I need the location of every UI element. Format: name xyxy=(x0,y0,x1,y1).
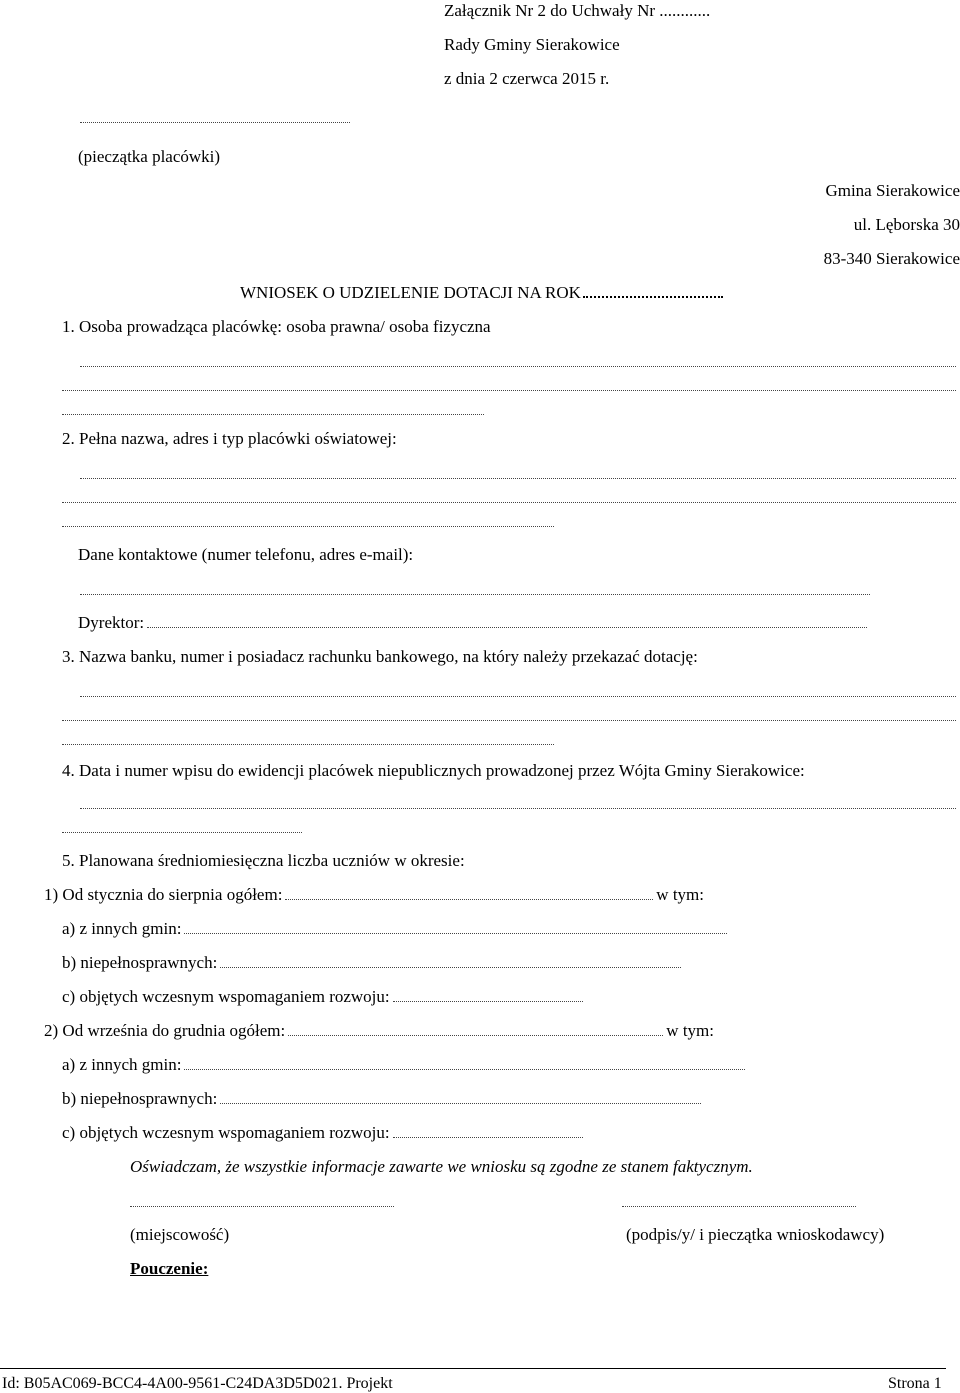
address-line-1: Gmina Sierakowice xyxy=(825,181,960,200)
stamp-label: (pieczątka placówki) xyxy=(78,147,221,166)
period-2-in-that: w tym: xyxy=(666,1021,714,1040)
contact-fill[interactable] xyxy=(80,594,870,595)
section-2-heading: 2. Pełna nazwa, adres i typ placówki oświatowej: xyxy=(62,429,397,448)
footer-rule xyxy=(0,1368,946,1369)
director-label: Dyrektor: xyxy=(78,613,145,632)
section-2-fill-2[interactable] xyxy=(62,502,956,503)
period-1-b-row xyxy=(62,954,684,971)
section-1-fill-3[interactable] xyxy=(62,414,484,415)
period-2-b-row xyxy=(62,1090,704,1107)
footer-id: Id: B05AC069-BCC4-4A00-9561-C24DA3D5D021. Projekt xyxy=(2,1375,393,1392)
declaration: Oświadczam, że wszystkie informacje zawarte we wniosku są zgodne ze stanem faktycznym. xyxy=(130,1157,753,1176)
period-1-row xyxy=(44,886,704,903)
stamp-fill-line xyxy=(80,122,350,123)
section-3-fill-3[interactable] xyxy=(62,744,554,745)
period-2-c-row xyxy=(62,1124,586,1141)
period-1-c-row xyxy=(62,988,586,1005)
period-2-row xyxy=(44,1022,714,1039)
header-line-3: z dnia 2 czerwca 2015 r. xyxy=(444,69,610,88)
period-1-a-row xyxy=(62,920,730,937)
period-2-label: 2) Od września do grudnia ogółem: xyxy=(44,1021,286,1040)
period-2-a-row xyxy=(62,1056,748,1073)
section-1-fill-2[interactable] xyxy=(62,390,956,391)
period-2-b-fill[interactable] xyxy=(220,1103,701,1104)
period-1-in-that: w tym: xyxy=(656,885,704,904)
footer-page: Strona 1 xyxy=(888,1375,942,1392)
form-title xyxy=(240,284,723,301)
section-4-fill-1[interactable] xyxy=(80,808,956,809)
section-3-heading: 3. Nazwa banku, numer i posiadacz rachunku bankowego, na który należy przekazać dotację: xyxy=(62,647,698,666)
period-2-a-fill[interactable] xyxy=(184,1069,745,1070)
section-2-fill-3[interactable] xyxy=(62,526,554,527)
director-fill[interactable] xyxy=(147,627,867,628)
period-1-b-label: b) niepełnosprawnych: xyxy=(62,953,218,972)
period-2-a-label: a) z innych gmin: xyxy=(62,1055,182,1074)
year-fill xyxy=(583,296,723,298)
period-1-total-fill[interactable] xyxy=(285,899,653,900)
period-2-total-fill[interactable] xyxy=(288,1035,663,1036)
period-2-c-fill[interactable] xyxy=(393,1137,583,1138)
instruction-heading: Pouczenie: xyxy=(130,1259,209,1278)
contact-label: Dane kontaktowe (numer telefonu, adres e-mail): xyxy=(78,545,414,564)
section-2-fill-1[interactable] xyxy=(80,478,956,479)
section-1-heading: 1. Osoba prowadząca placówkę: osoba prawna/ osoba fizyczna xyxy=(62,317,491,336)
signature-fill[interactable] xyxy=(622,1206,856,1207)
address-line-3: 83-340 Sierakowice xyxy=(823,249,960,268)
director-row xyxy=(78,614,870,631)
period-2-b-label: b) niepełnosprawnych: xyxy=(62,1089,218,1108)
period-1-a-label: a) z innych gmin: xyxy=(62,919,182,938)
period-1-label: 1) Od stycznia do sierpnia ogółem: xyxy=(44,885,283,904)
place-fill[interactable] xyxy=(130,1206,394,1207)
section-4-heading: 4. Data i numer wpisu do ewidencji placówek niepublicznych prowadzonej przez Wójta Gminy Sierakowice: xyxy=(62,761,805,780)
section-5-heading: 5. Planowana średniomiesięczna liczba uczniów w okresie: xyxy=(62,851,465,870)
address-line-2: ul. Lęborska 30 xyxy=(853,215,960,234)
header-line-1: Załącznik Nr 2 do Uchwały Nr ............ xyxy=(444,1,711,20)
signature-label: (podpis/y/ i pieczątka wnioskodawcy) xyxy=(626,1225,885,1244)
form-title-text: WNIOSEK O UDZIELENIE DOTACJI NA ROK xyxy=(240,283,581,302)
period-1-a-fill[interactable] xyxy=(184,933,727,934)
section-3-fill-2[interactable] xyxy=(62,720,956,721)
place-label: (miejscowość) xyxy=(130,1225,230,1244)
period-1-c-fill[interactable] xyxy=(393,1001,583,1002)
section-1-fill-1[interactable] xyxy=(80,366,956,367)
period-1-c-label: c) objętych wczesnym wspomaganiem rozwoju: xyxy=(62,987,390,1006)
header-line-2: Rady Gminy Sierakowice xyxy=(444,35,620,54)
period-2-c-label: c) objętych wczesnym wspomaganiem rozwoju: xyxy=(62,1123,390,1142)
section-3-fill-1[interactable] xyxy=(80,696,956,697)
section-4-fill-2[interactable] xyxy=(62,832,302,833)
period-1-b-fill[interactable] xyxy=(220,967,681,968)
